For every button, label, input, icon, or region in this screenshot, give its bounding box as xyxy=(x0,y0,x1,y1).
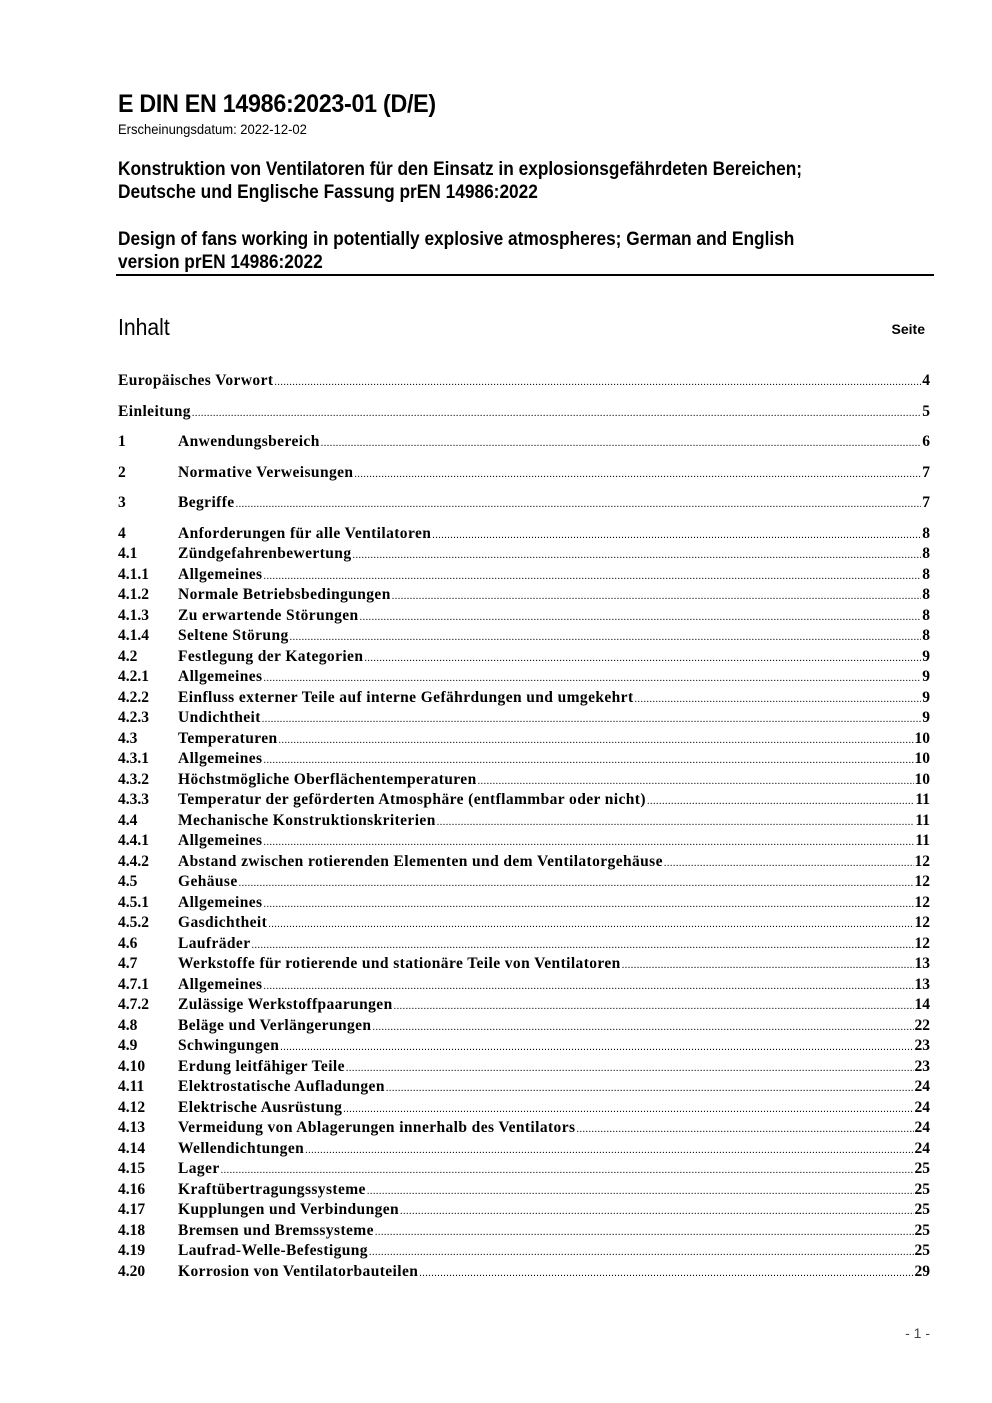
toc-entry[interactable] xyxy=(118,811,930,832)
toc-entry-label: Vermeidung von Ablagerungen innerhalb des Ventilators xyxy=(178,1119,576,1136)
toc-entry-number: 4.8 xyxy=(118,1016,138,1034)
toc-entry-label: Korrosion von Ventilatorbauteilen xyxy=(178,1262,419,1280)
toc-entry[interactable] xyxy=(118,1098,930,1119)
toc-leader-dots xyxy=(622,956,914,977)
toc-entry-label: Temperaturen xyxy=(178,729,278,747)
toc-leader-dots xyxy=(192,404,921,425)
toc-entry-number: 4.2.2 xyxy=(118,688,149,706)
toc-entry-page: 11 xyxy=(915,832,930,849)
german-title-line-2: Deutsche und Englische Fassung prEN 14986:2022 xyxy=(118,182,538,203)
toc-entry-label: Kraftübertragungssysteme xyxy=(178,1180,366,1198)
title-divider xyxy=(116,274,934,276)
toc-entry-number: 4.1 xyxy=(118,545,138,562)
toc-leader-dots xyxy=(221,1161,914,1182)
toc-leader-dots xyxy=(343,1100,913,1121)
toc-entry-page: 5 xyxy=(922,402,930,420)
toc-entry-page: 4 xyxy=(922,372,930,389)
toc-entry-page: 12 xyxy=(914,934,930,952)
toc-entry-page: 7 xyxy=(922,494,930,511)
toc-entry[interactable] xyxy=(118,688,930,709)
toc-entry-number: 2 xyxy=(118,463,126,481)
toc-entry[interactable] xyxy=(118,371,930,392)
toc-entry-label: Zulässige Werkstoffpaarungen xyxy=(178,996,393,1013)
toc-leader-dots xyxy=(263,567,921,588)
toc-entry-label: Laufräder xyxy=(178,934,251,952)
toc-entry-page: 10 xyxy=(914,770,930,788)
toc-entry-label: Anwendungsbereich xyxy=(178,433,320,450)
toc-entry-number: 4.13 xyxy=(118,1119,146,1136)
toc-entry-number: 4.9 xyxy=(118,1037,138,1054)
table-of-contents xyxy=(118,371,930,1282)
toc-leader-dots xyxy=(635,690,922,711)
toc-entry[interactable] xyxy=(118,872,930,893)
document-title: E DIN EN 14986:2023-01 (D/E) xyxy=(118,90,436,118)
toc-entry[interactable] xyxy=(118,1077,930,1098)
toc-entry-label: Elektrostatische Aufladungen xyxy=(178,1078,385,1095)
toc-entry[interactable] xyxy=(118,1057,930,1078)
toc-entry-label: Anforderungen für alle Ventilatoren xyxy=(178,524,432,542)
toc-entry-label: Lager xyxy=(178,1160,220,1177)
toc-entry-page: 8 xyxy=(922,524,930,542)
toc-leader-dots xyxy=(647,792,914,813)
toc-entry-number: 4.1.3 xyxy=(118,606,149,624)
toc-entry-label: Werkstoffe für rotierende und stationäre Teile von Ventilatoren xyxy=(178,955,621,972)
toc-entry-page: 23 xyxy=(914,1057,930,1075)
toc-entry-page: 29 xyxy=(914,1262,930,1280)
toc-entry-label: Gasdichtheit xyxy=(178,914,268,931)
toc-entry-number: 4 xyxy=(118,524,126,542)
toc-entry-page: 8 xyxy=(922,545,930,562)
toc-entry-label: Erdung leitfähiger Teile xyxy=(178,1057,345,1075)
german-title-line-1: Konstruktion von Ventilatoren für den Einsatz in explosionsgefährdeten Bereichen; xyxy=(118,159,803,180)
toc-entry-page: 13 xyxy=(914,975,930,993)
toc-entry-number: 4.12 xyxy=(118,1098,146,1116)
english-title-line-1: Design of fans working in potentially explosive atmospheres; German and English xyxy=(118,229,795,250)
toc-entry[interactable] xyxy=(118,708,930,729)
toc-entry[interactable] xyxy=(118,463,930,484)
toc-entry-label: Bremsen und Bremssysteme xyxy=(178,1221,374,1239)
toc-entry-number: 4.4.1 xyxy=(118,832,149,849)
toc-entry-page: 10 xyxy=(914,729,930,747)
toc-entry-page: 12 xyxy=(914,873,930,890)
toc-entry-number: 4.3.2 xyxy=(118,770,149,788)
toc-entry-number: 3 xyxy=(118,494,126,511)
toc-entry-label: Normale Betriebsbedingungen xyxy=(178,586,391,603)
toc-entry-number: 4.1.1 xyxy=(118,565,149,583)
english-title xyxy=(118,228,794,274)
toc-entry-page: 10 xyxy=(914,750,930,767)
toc-entry-number: 4.4.2 xyxy=(118,852,149,870)
toc-entry[interactable] xyxy=(118,995,930,1016)
toc-leader-dots xyxy=(419,1264,913,1285)
german-title xyxy=(118,158,802,204)
toc-leader-dots xyxy=(369,1243,914,1264)
toc-entry-number: 4.1.2 xyxy=(118,586,149,603)
toc-entry-number: 4.2.1 xyxy=(118,668,149,685)
toc-entry-page: 9 xyxy=(922,709,930,726)
toc-entry-page: 9 xyxy=(922,668,930,685)
toc-entry-number: 4.2 xyxy=(118,647,138,665)
toc-entry-label: Begriffe xyxy=(178,494,235,511)
toc-leader-dots xyxy=(263,669,921,690)
toc-entry-number: 4.10 xyxy=(118,1057,146,1075)
toc-entry-label: Seltene Störung xyxy=(178,627,289,644)
toc-entry-number: 4.5.1 xyxy=(118,893,149,911)
toc-leader-dots xyxy=(251,936,913,957)
toc-entry-label: Europäisches Vorwort xyxy=(118,372,274,389)
toc-entry-page: 24 xyxy=(914,1098,930,1116)
toc-entry-label: Abstand zwischen rotierenden Elementen und dem Ventilatorgehäuse xyxy=(178,852,663,870)
toc-entry[interactable] xyxy=(118,770,930,791)
toc-entry-label: Höchstmögliche Oberflächentemperaturen xyxy=(178,770,477,788)
toc-entry-page: 13 xyxy=(914,955,930,972)
toc-entry-label: Allgemeines xyxy=(178,832,263,849)
toc-entry-number: 4.18 xyxy=(118,1221,146,1239)
toc-entry-page: 8 xyxy=(922,606,930,624)
toc-entry[interactable] xyxy=(118,852,930,873)
toc-leader-dots xyxy=(386,1079,914,1100)
toc-entry-page: 12 xyxy=(914,893,930,911)
toc-entry-number: 4.5 xyxy=(118,873,138,890)
toc-entry[interactable] xyxy=(118,1262,930,1283)
toc-entry-number: 4.4 xyxy=(118,811,138,829)
toc-entry-label: Undichtheit xyxy=(178,709,261,726)
publication-date: Erscheinungsdatum: 2022-12-02 xyxy=(118,121,307,137)
toc-entry[interactable] xyxy=(118,954,930,975)
toc-leader-dots xyxy=(432,526,921,547)
toc-entry[interactable] xyxy=(118,1118,930,1139)
toc-entry-page: 24 xyxy=(914,1078,930,1095)
toc-entry-number: 4.3.3 xyxy=(118,791,149,808)
toc-entry-label: Kupplungen und Verbindungen xyxy=(178,1201,400,1218)
toc-leader-dots xyxy=(367,1182,914,1203)
toc-entry-label: Einfluss externer Teile auf interne Gefährdungen und umgekehrt xyxy=(178,688,634,706)
toc-entry-page: 24 xyxy=(914,1119,930,1136)
toc-entry[interactable] xyxy=(118,544,930,565)
toc-leader-dots xyxy=(280,1038,913,1059)
toc-entry-number: 4.1.4 xyxy=(118,627,149,644)
toc-entry-page: 25 xyxy=(914,1242,930,1259)
toc-entry-label: Allgemeines xyxy=(178,975,263,993)
toc-entry[interactable] xyxy=(118,1200,930,1221)
toc-leader-dots xyxy=(352,546,921,567)
toc-entry-number: 4.16 xyxy=(118,1180,146,1198)
toc-entry-page: 23 xyxy=(914,1037,930,1054)
toc-entry-page: 25 xyxy=(914,1221,930,1239)
toc-entry-label: Temperatur der geförderten Atmosphäre (entflammbar oder nicht) xyxy=(178,791,646,808)
toc-entry-label: Beläge und Verlängerungen xyxy=(178,1016,372,1034)
toc-entry-label: Zündgefahrenbewertung xyxy=(178,545,352,562)
toc-entry[interactable] xyxy=(118,1139,930,1160)
toc-entry[interactable] xyxy=(118,1180,930,1201)
toc-leader-dots xyxy=(576,1120,913,1141)
toc-entry-number: 4.5.2 xyxy=(118,914,149,931)
toc-entry-label: Allgemeines xyxy=(178,893,263,911)
toc-leader-dots xyxy=(360,608,922,629)
toc-entry-number: 4.7 xyxy=(118,955,138,972)
toc-entry-label: Laufrad-Welle-Befestigung xyxy=(178,1242,368,1259)
toc-leader-dots xyxy=(478,772,914,793)
toc-entry[interactable] xyxy=(118,913,930,934)
toc-leader-dots xyxy=(321,434,922,455)
toc-leader-dots xyxy=(263,977,913,998)
toc-entry[interactable] xyxy=(118,585,930,606)
toc-entry-number: 4.2.3 xyxy=(118,709,149,726)
toc-entry[interactable] xyxy=(118,893,930,914)
toc-entry-label: Allgemeines xyxy=(178,750,263,767)
toc-page-label: Seite xyxy=(891,321,925,337)
toc-entry[interactable] xyxy=(118,402,930,423)
toc-entry[interactable] xyxy=(118,729,930,750)
toc-entry[interactable] xyxy=(118,790,930,811)
toc-entry-number: 4.7.2 xyxy=(118,996,149,1013)
toc-leader-dots xyxy=(375,1223,914,1244)
toc-leader-dots xyxy=(437,813,915,834)
toc-entry[interactable] xyxy=(118,606,930,627)
toc-entry-label: Normative Verweisungen xyxy=(178,463,354,481)
toc-entry-page: 11 xyxy=(915,811,930,829)
toc-entry-page: 8 xyxy=(922,586,930,603)
toc-leader-dots xyxy=(268,915,913,936)
toc-entry-page: 9 xyxy=(922,647,930,665)
toc-entry-number: 4.6 xyxy=(118,934,138,952)
toc-leader-dots xyxy=(392,587,922,608)
english-title-line-2: version prEN 14986:2022 xyxy=(118,252,323,273)
toc-entry-page: 8 xyxy=(922,565,930,583)
toc-entry-page: 7 xyxy=(922,463,930,481)
toc-entry-label: Zu erwartende Störungen xyxy=(178,606,359,624)
toc-entry[interactable] xyxy=(118,565,930,586)
toc-entry-label: Festlegung der Kategorien xyxy=(178,647,364,665)
toc-entry[interactable] xyxy=(118,647,930,668)
toc-entry-page: 25 xyxy=(914,1201,930,1218)
toc-leader-dots xyxy=(263,895,913,916)
toc-leader-dots xyxy=(664,854,914,875)
toc-entry-page: 12 xyxy=(914,852,930,870)
toc-entry-label: Wellendichtungen xyxy=(178,1139,305,1157)
toc-entry[interactable] xyxy=(118,1036,930,1057)
toc-entry[interactable] xyxy=(118,1221,930,1242)
toc-leader-dots xyxy=(236,495,922,516)
toc-leader-dots xyxy=(346,1059,914,1080)
toc-leader-dots xyxy=(279,731,914,752)
toc-entry-number: 4.14 xyxy=(118,1139,146,1157)
toc-entry-label: Elektrische Ausrüstung xyxy=(178,1098,343,1116)
toc-entry-number: 4.20 xyxy=(118,1262,146,1280)
toc-entry[interactable] xyxy=(118,432,930,453)
toc-entry[interactable] xyxy=(118,749,930,770)
toc-leader-dots xyxy=(400,1202,913,1223)
toc-heading: Inhalt xyxy=(118,314,170,340)
toc-entry-number: 1 xyxy=(118,433,126,450)
toc-entry-number: 4.3 xyxy=(118,729,138,747)
toc-leader-dots xyxy=(364,649,921,670)
toc-entry-label: Allgemeines xyxy=(178,565,263,583)
toc-entry[interactable] xyxy=(118,831,930,852)
toc-entry[interactable] xyxy=(118,493,930,514)
toc-entry-label: Mechanische Konstruktionskriterien xyxy=(178,811,436,829)
toc-entry[interactable] xyxy=(118,975,930,996)
toc-entry-page: 25 xyxy=(914,1180,930,1198)
toc-entry-number: 4.3.1 xyxy=(118,750,149,767)
toc-entry[interactable] xyxy=(118,626,930,647)
toc-entry-page: 9 xyxy=(922,688,930,706)
toc-entry-number: 4.15 xyxy=(118,1160,146,1177)
toc-entry-page: 22 xyxy=(914,1016,930,1034)
toc-entry-page: 8 xyxy=(922,627,930,644)
toc-entry-page: 14 xyxy=(914,996,930,1013)
toc-leader-dots xyxy=(262,710,921,731)
toc-leader-dots xyxy=(305,1141,913,1162)
toc-entry-label: Schwingungen xyxy=(178,1037,280,1054)
toc-entry[interactable] xyxy=(118,524,930,545)
toc-entry-page: 6 xyxy=(922,433,930,450)
toc-entry-page: 24 xyxy=(914,1139,930,1157)
toc-entry-number: 4.19 xyxy=(118,1242,146,1259)
toc-entry-page: 11 xyxy=(915,791,930,808)
toc-leader-dots xyxy=(263,751,913,772)
page-number: - 1 - xyxy=(905,1325,930,1341)
toc-entry[interactable] xyxy=(118,667,930,688)
toc-entry-number: 4.7.1 xyxy=(118,975,149,993)
toc-entry[interactable] xyxy=(118,1241,930,1262)
toc-entry-label: Einleitung xyxy=(118,402,191,420)
toc-leader-dots xyxy=(372,1018,913,1039)
toc-entry-number: 4.11 xyxy=(118,1078,145,1095)
toc-leader-dots xyxy=(274,373,921,394)
toc-leader-dots xyxy=(290,628,922,649)
toc-leader-dots xyxy=(354,465,921,486)
toc-leader-dots xyxy=(263,833,914,854)
toc-entry-page: 12 xyxy=(914,914,930,931)
toc-entry[interactable] xyxy=(118,1159,930,1180)
toc-leader-dots xyxy=(239,874,914,895)
toc-entry[interactable] xyxy=(118,1016,930,1037)
toc-entry-page: 25 xyxy=(914,1160,930,1177)
toc-entry[interactable] xyxy=(118,934,930,955)
toc-entry-label: Gehäuse xyxy=(178,873,238,890)
toc-leader-dots xyxy=(394,997,914,1018)
toc-entry-label: Allgemeines xyxy=(178,668,263,685)
toc-entry-number: 4.17 xyxy=(118,1201,146,1218)
